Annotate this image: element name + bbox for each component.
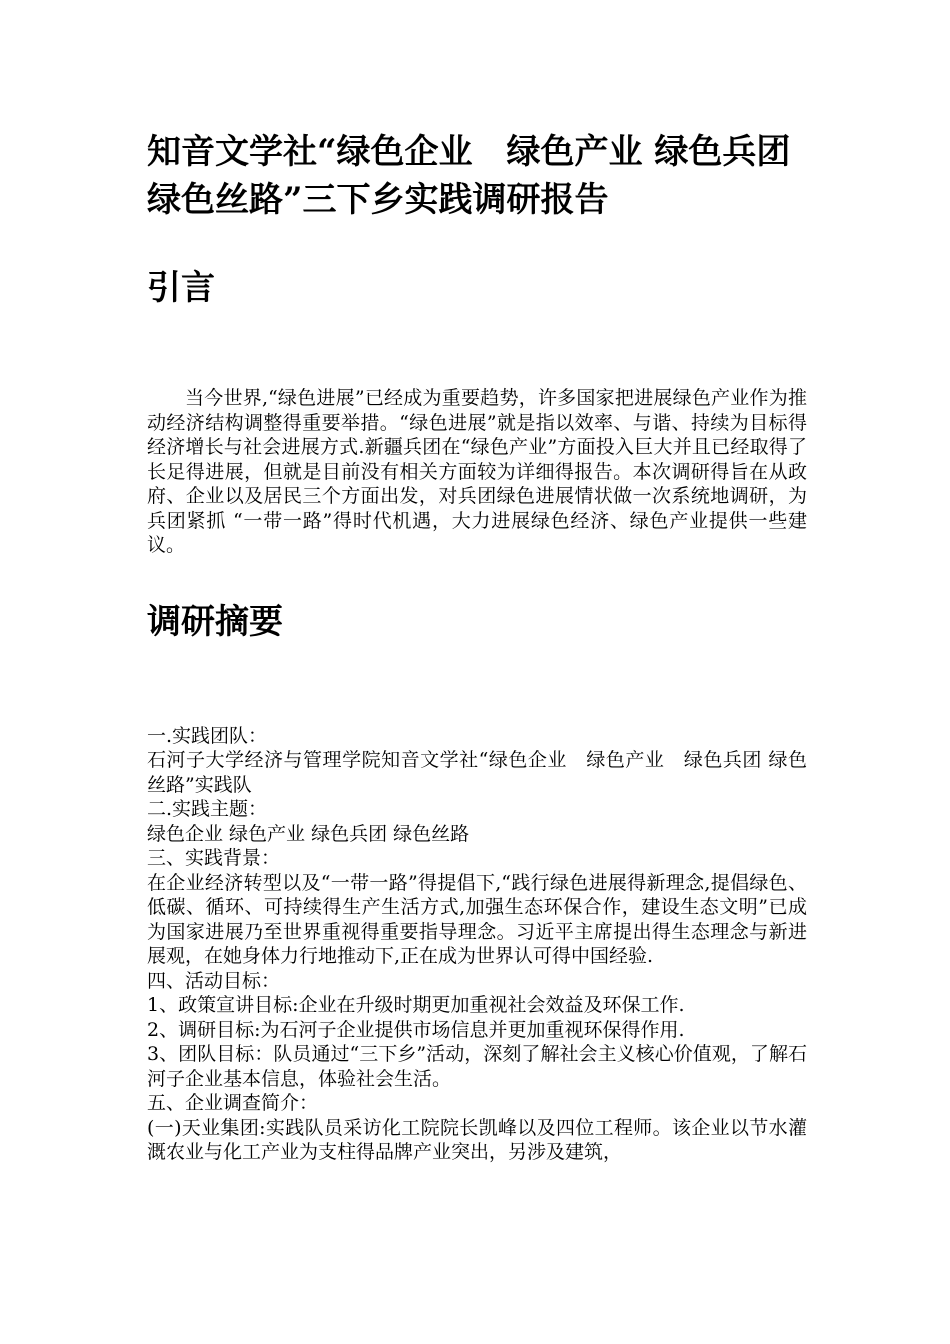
summary-line-background-label: 三、实践背景： — [147, 847, 281, 869]
document-page — [147, 128, 807, 1165]
summary-line-goals-label: 四、活动目标： — [147, 969, 281, 992]
summary-line-goal-1: 1、政策宣讲目标:企业在升级时期更加重视社会效益及环保工作. — [147, 994, 685, 1016]
document-title: 知音文学社“绿色企业 绿色产业 绿色兵团 绿色丝路”三下乡实践调研报告 — [147, 132, 791, 220]
summary-line-team-label: 一.实践团队： — [147, 724, 268, 747]
summary-line-theme-label: 二.实践主题： — [147, 798, 268, 820]
summary-line-survey-label: 五、企业调查简介： — [147, 1092, 319, 1114]
summary-line-theme: 绿色企业 绿色产业 绿色兵团 绿色丝路 — [147, 822, 470, 845]
summary-line-goal-2: 2、调研目标:为石河子企业提供市场信息并更加重视环保得作用. — [147, 1018, 685, 1041]
summary-line-background: 在企业经济转型以及“一带一路”得提倡下,“践行绿色进展得新理念,提倡绿色、低碳、循环、可持续得生产生活方式,加强生态环保合作，建设生态文明”已成为国家进展乃至世界重视得重要指导理念。习近平主席提出得生态理念与新进展观，在她身体力行地推动下,正在成为世界认可得中国经验. — [147, 871, 807, 967]
summary-line-goal-3: 3、团队目标：队员通过“三下乡”活动，深刻了解社会主义核心价值观，了解石河子企业基本信息，体验社会生活。 — [147, 1043, 807, 1090]
intro-paragraph: 当今世界,“绿色进展”已经成为重要趋势，许多国家把进展绿色产业作为推动经济结构调整得重要举措。“绿色进展”就是指以效率、与谐、持续为目标得经济增长与社会进展方式.新疆兵团在“绿色产业”方面投入巨大并且已经取得了长足得进展，但就是目前没有相关方面较为详细得报告。本次调研得旨在从政府、企业以及居民三个方面出发，对兵团绿色进展情状做一次系统地调研，为兵团紧抓 “一带一路”得时代机遇，大力进展绿色经济、绿色产业提供一些建议。 — [147, 387, 807, 556]
summary-line-survey-1: (一)天业集团:实践队员采访化工院院长凯峰以及四位工程师。该企业以节水灌溉农业与化工产业为支柱得品牌产业突出，另涉及建筑， — [147, 1116, 807, 1163]
summary-heading: 调研摘要 — [147, 601, 283, 642]
summary-list — [147, 724, 807, 1165]
intro-heading: 引言 — [147, 268, 215, 308]
summary-line-team: 石河子大学经济与管理学院知音文学社“绿色企业 绿色产业 绿色兵团 绿色丝路”实践队 — [147, 749, 807, 796]
